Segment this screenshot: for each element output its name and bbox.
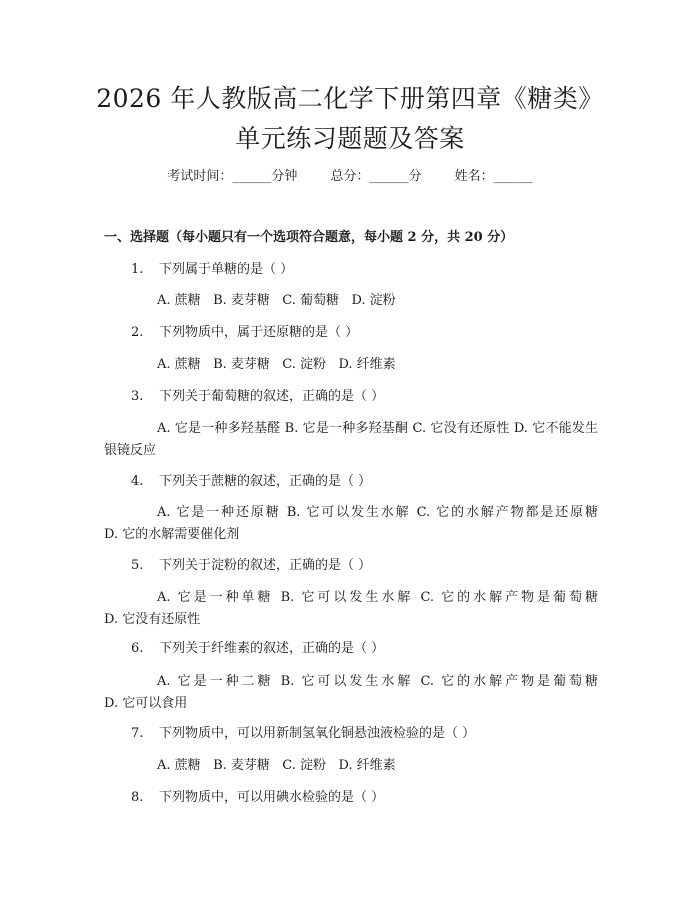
- section-heading: 一、选择题（每小题只有一个选项符合题意，每小题 2 分，共 20 分）: [104, 230, 514, 245]
- question-8: [131, 789, 384, 807]
- exam-time-field: 考试时间：______分钟: [167, 169, 298, 184]
- question-number: 7.: [131, 726, 144, 741]
- question-5-options: [104, 587, 598, 631]
- option-d: D. 纤维素: [338, 758, 396, 773]
- name-field: 姓名：______: [454, 169, 533, 184]
- option-c: C. 它的水解产物是葡萄糖: [420, 590, 599, 605]
- option-c: C. 它没有还原性: [412, 421, 510, 436]
- question-number: 5.: [131, 558, 144, 573]
- question-2-options: [157, 356, 396, 374]
- option-c: C. 它的水解产物都是还原糖: [416, 505, 598, 520]
- option-b: B. 麦芽糖: [213, 357, 270, 372]
- question-number: 1.: [131, 262, 144, 277]
- option-a: A. 蔗糖: [157, 357, 201, 372]
- option-b: B. 它是一种多羟基酮: [284, 421, 409, 436]
- option-d: D. 纤维素: [338, 357, 396, 372]
- question-number: 6.: [131, 641, 144, 656]
- question-1: [131, 261, 293, 279]
- question-1-options: [157, 292, 396, 310]
- question-6-options: [104, 671, 598, 715]
- option-b: B. 麦芽糖: [213, 293, 270, 308]
- option-a: A. 它是一种还原糖: [157, 505, 281, 520]
- option-a: A. 它是一种二糖: [157, 674, 274, 689]
- question-number: 8.: [131, 790, 144, 805]
- option-b: B. 麦芽糖: [213, 758, 270, 773]
- question-stem: 下列关于纤维素的叙述，正确的是（ ）: [159, 641, 385, 656]
- question-number: 2.: [131, 325, 144, 340]
- question-stem: 下列物质中，可以用碘水检验的是（ ）: [159, 790, 385, 805]
- option-a: A. 蔗糖: [157, 758, 201, 773]
- option-a: A. 它是一种单糖: [157, 590, 274, 605]
- question-number: 4.: [131, 474, 144, 489]
- question-stem: 下列物质中，可以用新制氢氧化铜悬浊液检验的是（ ）: [159, 726, 476, 741]
- option-d: D. 它不能发生银镜反应: [104, 421, 598, 458]
- question-7-options: [157, 757, 396, 775]
- question-6: [131, 640, 384, 658]
- total-score-field: 总分：______分: [330, 169, 422, 184]
- option-c: C. 它的水解产物是葡萄糖: [420, 674, 599, 689]
- option-b: B. 它可以发生水解: [286, 505, 411, 520]
- option-c: C. 淀粉: [282, 758, 327, 773]
- question-4-options: [104, 502, 598, 546]
- document-title-line-1: 2026 年人教版高二化学下册第四章《糖类》: [96, 84, 604, 113]
- question-stem: 下列属于单糖的是（ ）: [159, 262, 294, 277]
- option-b: B. 它可以发生水解: [280, 674, 414, 689]
- option-a: A. 它是一种多羟基醛: [157, 421, 281, 436]
- question-7: [131, 725, 475, 743]
- option-d: D. 它的水解需要催化剂: [104, 527, 240, 542]
- question-4: [131, 473, 371, 491]
- question-number: 3.: [131, 389, 144, 404]
- option-c: C. 淀粉: [282, 357, 327, 372]
- question-stem: 下列关于蔗糖的叙述，正确的是（ ）: [159, 474, 372, 489]
- question-5: [131, 557, 371, 575]
- exam-meta: [0, 168, 700, 186]
- question-3-options: [104, 418, 598, 462]
- option-c: C. 葡萄糖: [282, 293, 340, 308]
- option-a: A. 蔗糖: [157, 293, 201, 308]
- question-3: [131, 388, 384, 406]
- question-stem: 下列物质中，属于还原糖的是（ ）: [159, 325, 359, 340]
- question-2: [131, 324, 358, 342]
- document-title-line-2: 单元练习题题及答案: [235, 124, 465, 153]
- option-d: D. 淀粉: [351, 293, 396, 308]
- option-d: D. 它没有还原性: [104, 612, 201, 627]
- option-d: D. 它可以食用: [104, 696, 188, 711]
- option-b: B. 它可以发生水解: [280, 590, 414, 605]
- question-stem: 下列关于葡萄糖的叙述，正确的是（ ）: [159, 389, 385, 404]
- question-stem: 下列关于淀粉的叙述，正确的是（ ）: [159, 558, 372, 573]
